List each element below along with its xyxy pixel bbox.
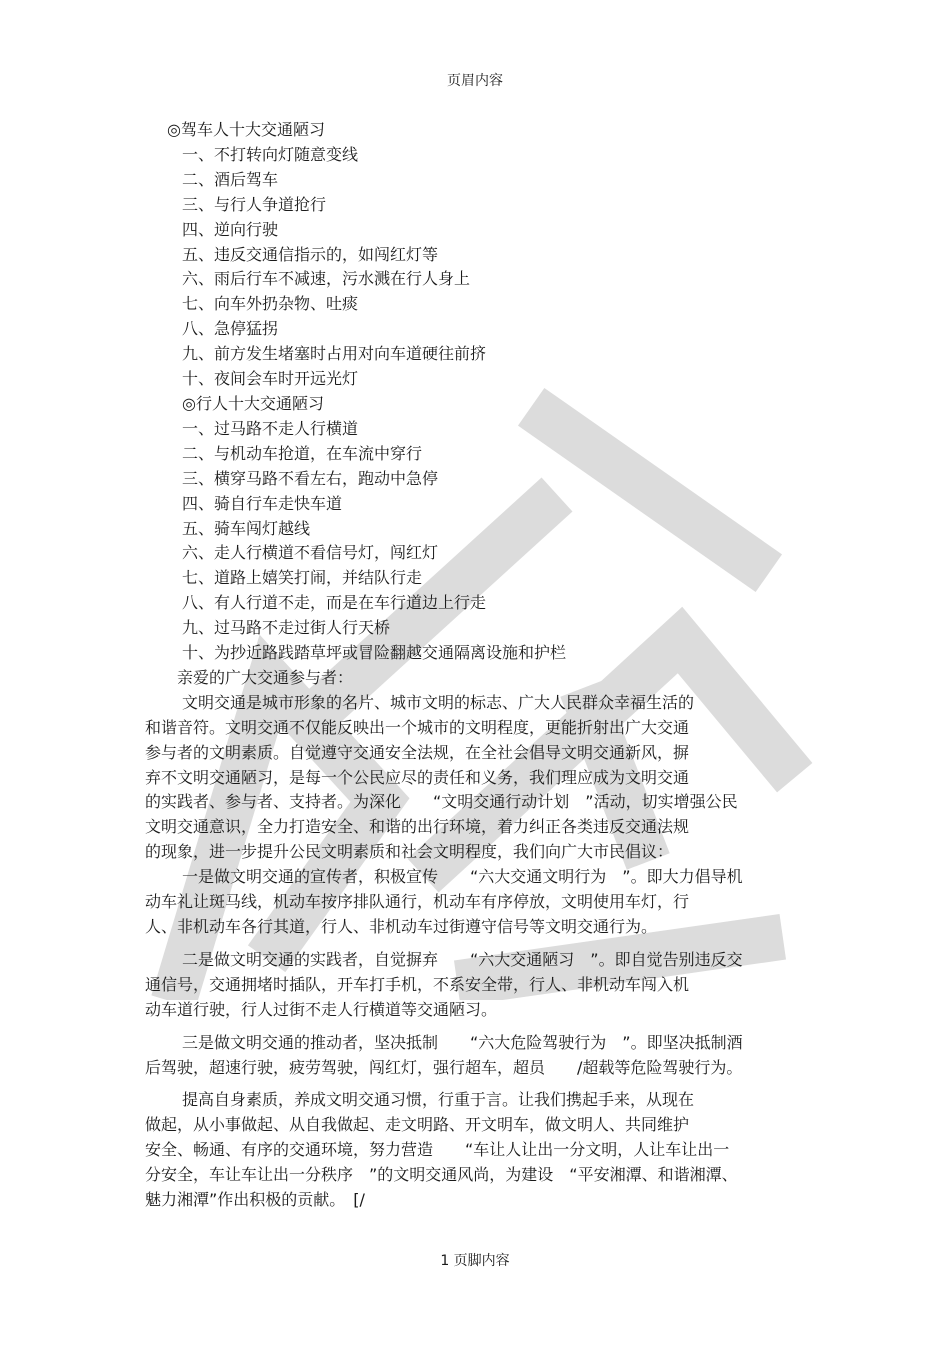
paragraph-line: 文明交通是城市形象的名片、城市文明的标志、广大人民群众幸福生活的 (182, 692, 695, 712)
list-item: 八、急停猛拐 (182, 319, 279, 339)
page-header: 页眉内容 (447, 73, 503, 89)
list-item: 六、雨后行车不减速，污水溅在行人身上 (182, 269, 471, 289)
paragraph-line: 二是做文明交通的实践者，自觉摒弃 “六大交通陋习 ”。即自觉告别违反交 (182, 949, 743, 969)
list-item: 五、违反交通信指示的，如闯红灯等 (182, 244, 439, 264)
paragraph-line: 一是做文明交通的宣传者，积极宣传 “六大交通文明行为 ”。即大力倡导机 (182, 867, 743, 887)
list-item: 六、走人行横道不看信号灯，闯红灯 (182, 543, 439, 563)
paragraph-line: 魅力湘潭”作出积极的贡献。 [/ (145, 1190, 365, 1210)
list-item: 七、道路上嬉笑打闹，并结队行走 (182, 568, 423, 588)
list-item: 二、与机动车抢道，在车流中穿行 (182, 443, 423, 463)
paragraph-line: 三是做文明交通的推动者，坚决抵制 “六大危险驾驶行为 ”。即坚决抵制酒 (182, 1032, 743, 1052)
paragraph-line: 后驾驶，超速行驶，疲劳驾驶，闯红灯，强行超车，超员 /超载等危险驾驶行为。 (145, 1057, 743, 1077)
greeting: 亲爱的广大交通参与者： (177, 667, 354, 687)
paragraph-line: 动车礼让斑马线，机动车按序排队通行，机动车有序停放，文明使用车灯，行 (145, 892, 690, 912)
list-item: 五、骑车闯灯越线 (182, 518, 311, 538)
list-item: 十、为抄近路践踏草坪或冒险翻越交通隔离设施和护栏 (182, 643, 567, 663)
paragraph-line: 的现象，进一步提升公民文明素质和社会文明程度，我们向广大市民倡议： (145, 842, 674, 862)
paragraph-line: 做起，从小事做起、从自我做起、走文明路、开文明车，做文明人、共同维护 (145, 1115, 690, 1135)
paragraph-line: 弃不文明交通陋习，是每一个公民应尽的责任和义务，我们理应成为文明交通 (145, 767, 690, 787)
pedestrian-section-title: ◎行人十大交通陋习 (182, 393, 324, 413)
paragraph-line: 分安全，车让车让出一分秩序 ”的文明交通风尚，为建设 “平安湘潭、和谐湘潭、 (145, 1165, 738, 1185)
paragraph-line: 安全、畅通、有序的交通环境，努力营造 “车让人让出一分文明，人让车让出一 (145, 1140, 730, 1160)
paragraph-line: 文明交通意识，全力打造安全、和谐的出行环境，着力纠正各类违反交通法规 (145, 817, 690, 837)
list-item: 七、向车外扔杂物、吐痰 (182, 294, 359, 314)
list-item: 八、有人行道不走，而是在车行道边上行走 (182, 593, 487, 613)
paragraph-line: 的实践者、参与者、支持者。为深化 “文明交通行动计划 ”活动，切实增强公民 (145, 792, 738, 812)
list-item: 九、前方发生堵塞时占用对向车道硬往前挤 (182, 344, 487, 364)
paragraph-line: 提高自身素质，养成文明交通习惯，行重于言。让我们携起手来，从现在 (182, 1090, 695, 1110)
list-item: 四、骑自行车走快车道 (182, 493, 343, 513)
list-item: 二、酒后驾车 (182, 169, 279, 189)
list-item: 十、夜间会车时开远光灯 (182, 369, 359, 389)
document-body (145, 118, 805, 1213)
paragraph-line: 参与者的文明素质。自觉遵守交通安全法规，在全社会倡导文明交通新风，摒 (145, 742, 690, 762)
list-item: 一、不打转向灯随意变线 (182, 144, 359, 164)
list-item: 三、横穿马路不看左右，跑动中急停 (182, 468, 439, 488)
list-item: 三、与行人争道抢行 (182, 194, 327, 214)
list-item: 一、过马路不走人行横道 (182, 418, 359, 438)
paragraph-line: 和谐音符。文明交通不仅能反映出一个城市的文明程度，更能折射出广大交通 (145, 717, 690, 737)
paragraph-line: 通信号，交通拥堵时插队，开车打手机，不系安全带，行人、非机动车闯入机 (145, 974, 690, 994)
page-footer: 1 页脚内容 (440, 1253, 510, 1269)
paragraph-line: 人、非机动车各行其道，行人、非机动车过街遵守信号等文明交通行为。 (145, 917, 658, 936)
driver-section-title: ◎驾车人十大交通陋习 (167, 120, 325, 139)
paragraph-line: 动车道行驶，行人过街不走人行横道等交通陋习。 (145, 999, 498, 1019)
list-item: 四、逆向行驶 (182, 219, 279, 239)
list-item: 九、过马路不走过街人行天桥 (182, 618, 391, 638)
